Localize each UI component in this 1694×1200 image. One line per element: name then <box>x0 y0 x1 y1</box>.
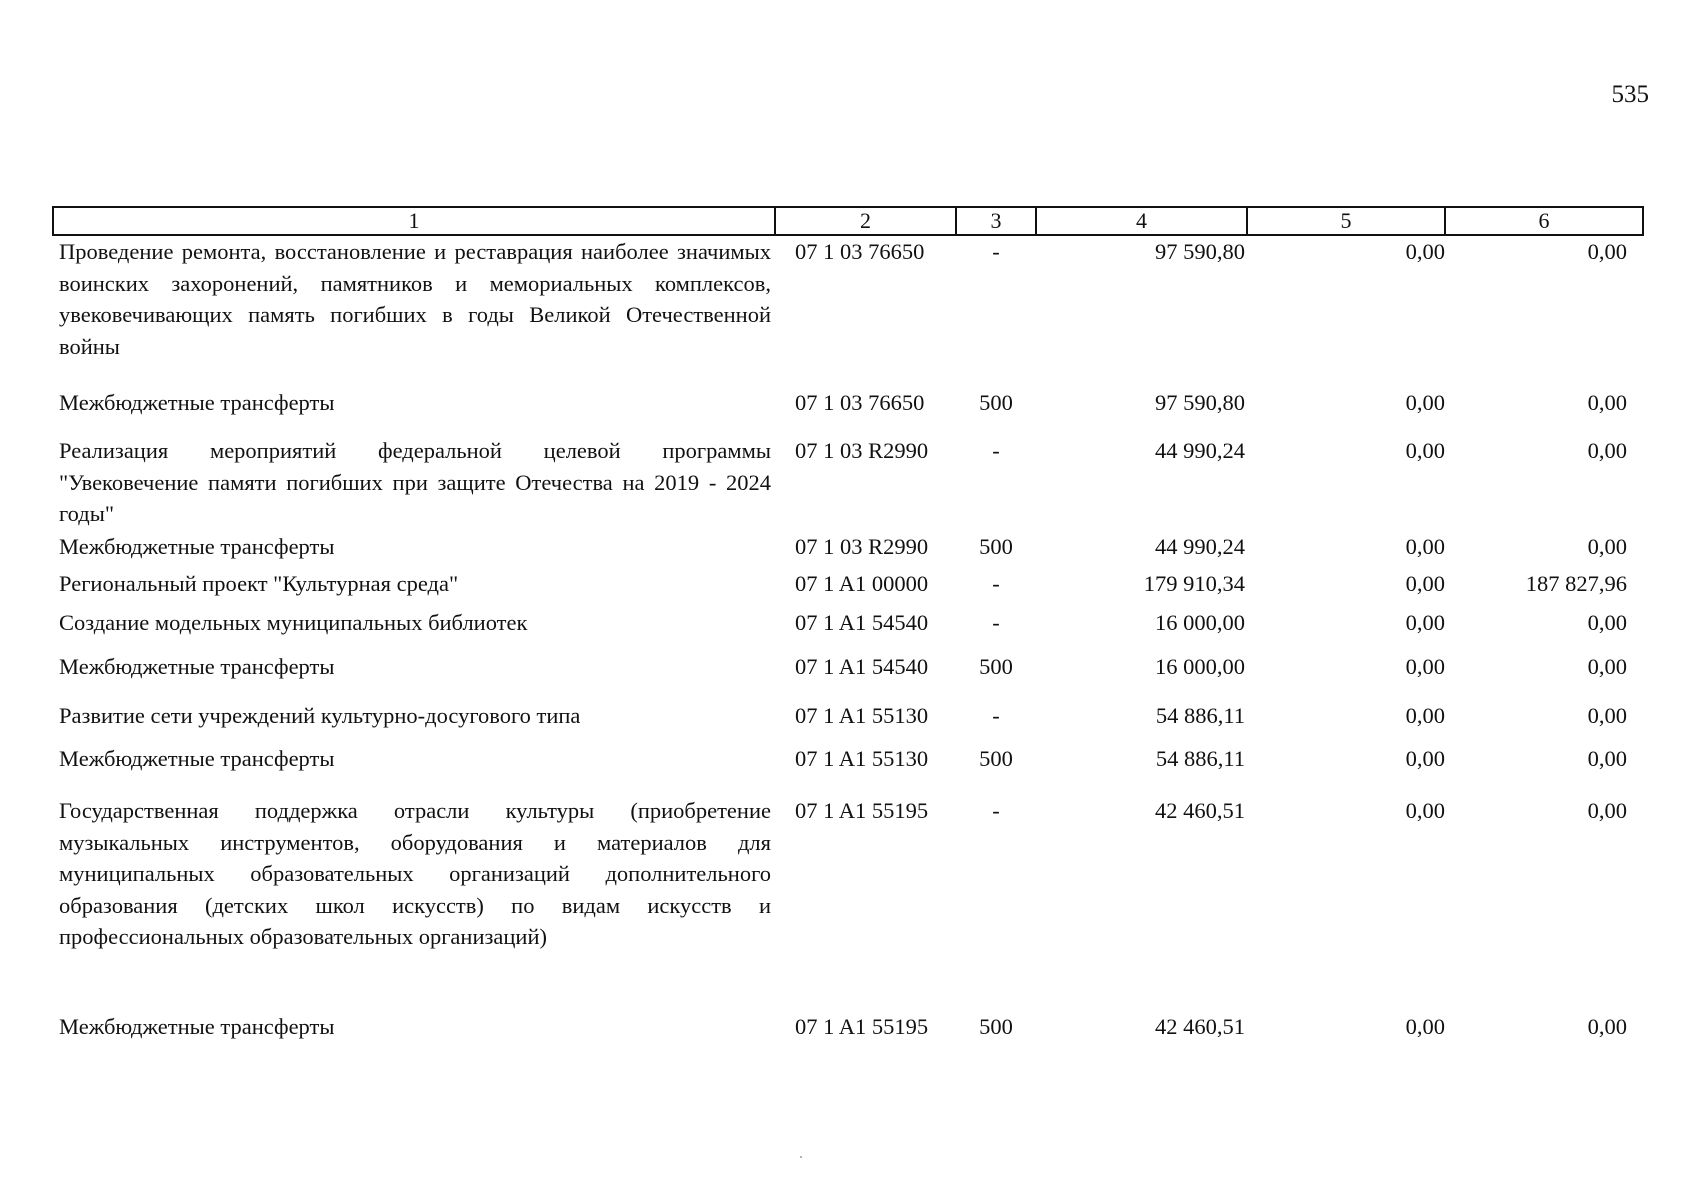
row-code-cell: 07 1 A1 54540 <box>795 610 929 635</box>
row-value-4-cell: 42 460,51 <box>1155 1014 1245 1039</box>
row-value-5-cell: 0,00 <box>1405 571 1445 596</box>
budget-table <box>52 206 1644 1051</box>
table-row <box>53 235 1643 387</box>
row-name-cell: Межбюджетные трансферты <box>59 654 335 679</box>
table-row <box>53 743 1643 795</box>
row-value-6-cell: 0,00 <box>1587 703 1627 728</box>
row-value-4-cell: 97 590,80 <box>1155 390 1245 415</box>
row-value-4-cell: 54 886,11 <box>1155 746 1245 771</box>
row-type-cell: - <box>992 438 1000 463</box>
row-value-6-cell: 187 827,96 <box>1525 571 1627 596</box>
page-number: 535 <box>1611 81 1649 108</box>
row-code-cell: 07 1 03 R2990 <box>795 438 929 463</box>
row-name-cell: Межбюджетные трансферты <box>59 390 335 415</box>
row-type-cell: - <box>992 239 1000 264</box>
row-value-6-cell: 0,00 <box>1587 610 1627 635</box>
row-code-cell: 07 1 A1 55195 <box>795 798 929 823</box>
row-type-cell: 500 <box>979 390 1013 415</box>
row-value-6-cell: 0,00 <box>1587 534 1627 559</box>
row-type-cell: 500 <box>979 1014 1013 1039</box>
row-name-cell: Межбюджетные трансферты <box>59 1014 335 1039</box>
row-value-5-cell: 0,00 <box>1405 438 1445 463</box>
row-value-5-cell: 0,00 <box>1405 534 1445 559</box>
row-value-6-cell: 0,00 <box>1587 438 1627 463</box>
row-value-5-cell: 0,00 <box>1405 239 1445 264</box>
row-type-cell: - <box>992 571 1000 596</box>
row-name-cell: Региональный проект "Культурная среда" <box>59 571 459 596</box>
row-code-cell: 07 1 03 76650 <box>795 390 925 415</box>
row-name-cell: Реализация мероприятий федеральной целевой программы "Увековечение памяти погибших при защите Отечества на 2019 - 2024 годы" <box>59 438 771 526</box>
column-header-1: 1 <box>53 207 775 235</box>
row-value-5-cell: 0,00 <box>1405 746 1445 771</box>
table-row <box>53 568 1643 607</box>
row-value-6-cell: 0,00 <box>1587 239 1627 264</box>
row-name-cell: Государственная поддержка отрасли культуры (приобретение музыкальных инструментов, оборудования и материалов для муниципальных образовательных организаций дополнительного образования (детских школ искусств) по видам искусств и профессиональных образовательных организаций) <box>59 798 771 949</box>
row-value-4-cell: 54 886,11 <box>1155 703 1245 728</box>
row-name-cell: Развитие сети учреждений культурно-досугового типа <box>59 703 581 728</box>
row-code-cell: 07 1 A1 54540 <box>795 654 929 679</box>
table-row <box>53 1011 1643 1051</box>
column-header-6: 6 <box>1445 207 1643 235</box>
table-row <box>53 651 1643 700</box>
row-type-cell: - <box>992 798 1000 823</box>
row-name-cell: Создание модельных муниципальных библиотек <box>59 610 528 635</box>
row-code-cell: 07 1 A1 00000 <box>795 571 929 596</box>
row-code-cell: 07 1 A1 55130 <box>795 746 929 771</box>
row-type-cell: 500 <box>979 534 1013 559</box>
row-type-cell: - <box>992 703 1000 728</box>
row-value-6-cell: 0,00 <box>1587 798 1627 823</box>
row-code-cell: 07 1 03 R2990 <box>795 534 929 559</box>
table-row <box>53 607 1643 651</box>
row-type-cell: - <box>992 610 1000 635</box>
row-type-cell: 500 <box>979 746 1013 771</box>
row-value-5-cell: 0,00 <box>1405 703 1445 728</box>
budget-table-container <box>52 206 1642 1051</box>
row-value-4-cell: 42 460,51 <box>1155 798 1245 823</box>
row-value-4-cell: 179 910,34 <box>1143 571 1245 596</box>
row-value-6-cell: 0,00 <box>1587 1014 1627 1039</box>
row-value-6-cell: 0,00 <box>1587 746 1627 771</box>
row-type-cell: 500 <box>979 654 1013 679</box>
row-value-5-cell: 0,00 <box>1405 610 1445 635</box>
row-value-6-cell: 0,00 <box>1587 654 1627 679</box>
column-header-4: 4 <box>1036 207 1247 235</box>
table-row <box>53 387 1643 435</box>
row-value-6-cell: 0,00 <box>1587 390 1627 415</box>
row-value-4-cell: 44 990,24 <box>1155 438 1245 463</box>
column-number-header-row <box>53 207 1643 235</box>
row-value-4-cell: 44 990,24 <box>1155 534 1245 559</box>
row-code-cell: 07 1 03 76650 <box>795 239 925 264</box>
row-value-4-cell: 97 590,80 <box>1155 239 1245 264</box>
column-header-5: 5 <box>1247 207 1445 235</box>
row-value-4-cell: 16 000,00 <box>1155 654 1245 679</box>
scan-speck <box>800 1156 802 1158</box>
row-code-cell: 07 1 A1 55130 <box>795 703 929 728</box>
row-name-cell: Проведение ремонта, восстановление и реставрация наиболее значимых воинских захоронений, памятников и мемориальных комплексов, увековечивающих память погибших в годы Великой Отечественной войны <box>59 239 771 359</box>
row-value-5-cell: 0,00 <box>1405 390 1445 415</box>
row-name-cell: Межбюджетные трансферты <box>59 534 335 559</box>
row-name-cell: Межбюджетные трансферты <box>59 746 335 771</box>
row-value-4-cell: 16 000,00 <box>1155 610 1245 635</box>
table-row <box>53 435 1643 531</box>
column-header-3: 3 <box>956 207 1036 235</box>
column-header-2: 2 <box>775 207 956 235</box>
row-value-5-cell: 0,00 <box>1405 654 1445 679</box>
table-row <box>53 531 1643 568</box>
row-code-cell: 07 1 A1 55195 <box>795 1014 929 1039</box>
table-row <box>53 700 1643 743</box>
row-value-5-cell: 0,00 <box>1405 1014 1445 1039</box>
table-row <box>53 795 1643 1011</box>
row-value-5-cell: 0,00 <box>1405 798 1445 823</box>
